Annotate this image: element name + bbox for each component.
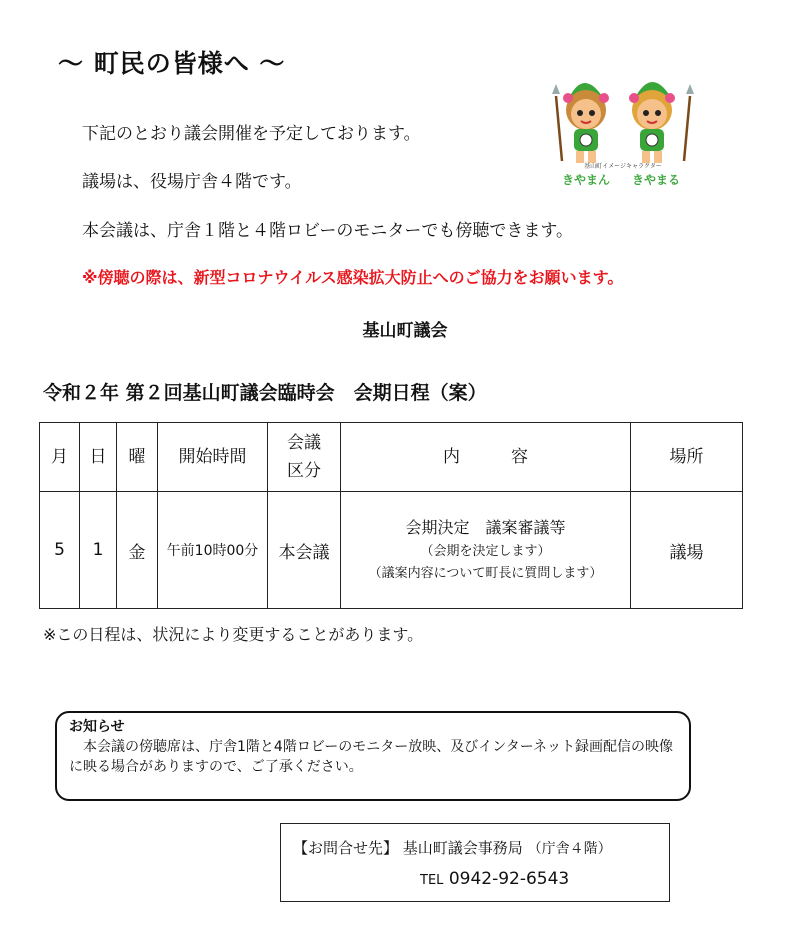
mascot-illustration [548,66,698,190]
cell-weekday: 金 [117,492,158,609]
header-content: 内 容 [341,423,631,492]
paragraph-venue: 議場は、役場庁舎４階です。 [82,172,302,192]
paragraph-schedule-intro: 下記のとおり議会開催を予定しております。 [82,124,421,144]
schedule-note: ※この日程は、状況により変更することがあります。 [43,625,424,644]
cell-content [341,492,631,609]
cell-place: 議場 [631,492,743,609]
covid-warning: ※傍聴の際は、新型コロナウイルス感染拡大防止へのご協力をお願います。 [82,268,624,287]
header-weekday: 曜 [117,423,158,492]
contact-line [293,837,612,858]
mascot-name-left: きやまん [561,173,611,187]
header-start-time: 開始時間 [158,423,268,492]
notice-body: 本会議の傍聴席は、庁舎1階と4階ロビーのモニター放映、及びインターネット録画配信の映像に映る場合がありますので、ご了承ください。 [69,739,673,775]
mascot-name-right: きやまる [631,173,681,187]
cell-month: 5 [40,492,80,609]
content-main: 会期決定 議案審議等 [405,518,566,537]
tel-number: 0942-92-6543 [448,869,570,889]
paragraph-monitor: 本会議は、庁舎１階と４階ロビーのモニターでも傍聴できます。 [82,221,573,241]
contact-label: 【お問合せ先】 [293,839,399,857]
contact-phone-line [420,869,569,889]
cell-day: 1 [80,492,117,609]
schedule-title: 令和２年 第２回基山町議会臨時会 会期日程（案） [43,382,487,404]
cell-meeting-type: 本会議 [268,492,341,609]
notice-heading: お知らせ [69,719,125,735]
content-sub2: （議案内容について町長に質問します） [368,566,603,581]
header-meeting-type-line2: 区分 [287,461,321,481]
header-day: 日 [80,423,117,492]
cell-start-time: 午前10時00分 [158,492,268,609]
table-header-row [40,423,743,492]
schedule-table [39,422,743,609]
mascot-kiyaman [552,83,609,163]
page-title: ～ 町民の皆様へ ～ [58,49,286,78]
header-meeting-type [268,423,341,492]
table-row [40,492,743,609]
contact-box [280,823,670,902]
content-sub1: （会期を決定します） [420,544,551,559]
notice-box [55,711,691,801]
mascot-caption: 基山町イメージキャラクター [584,163,662,170]
mascot-kiyamaru [629,82,694,163]
organization-name: 基山町議会 [362,321,448,341]
header-month: 月 [40,423,80,492]
header-place: 場所 [631,423,743,492]
contact-location: （庁舎４階） [527,841,612,857]
contact-office: 基山町議会事務局 [402,839,523,857]
header-meeting-type-line1: 会議 [287,433,321,453]
tel-label: TEL [420,873,444,888]
